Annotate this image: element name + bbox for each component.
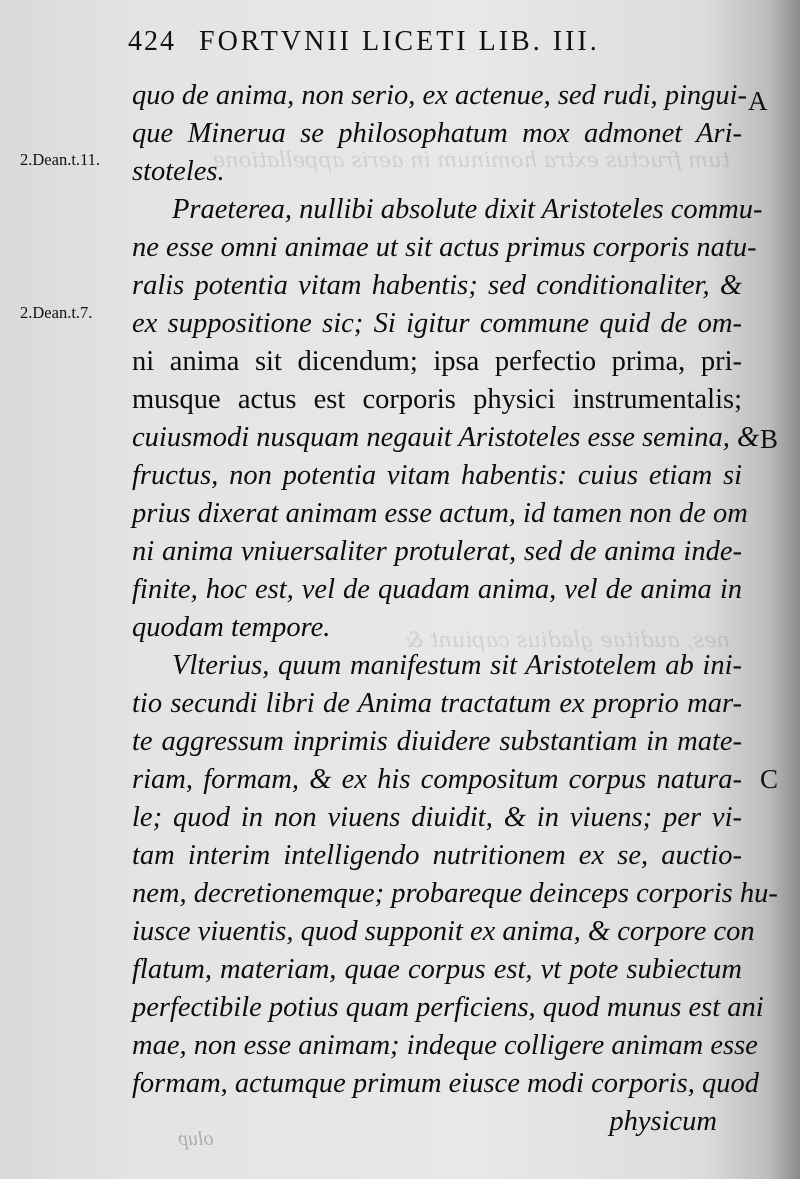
running-title: FORTVNII LICETI LIB. III. — [199, 26, 600, 57]
bleed-through-text: tum fructus extra hominum in aeris appellatione nes, auditae gladius capiunt & — [212, 148, 730, 652]
text-line: mae, non esse animam; indeque colligere animam esse — [132, 1030, 758, 1061]
text-line: tio secundi libri de Anima tractatum ex proprio mar- — [132, 688, 742, 719]
text-line: finite, hoc est, vel de quadam anima, vel de anima in — [132, 574, 742, 605]
bleed-through-footer: olup — [178, 1128, 214, 1150]
text-line: ralis potentia vitam habentis; sed conditionaliter, & — [132, 270, 742, 301]
text-line: ni anima vniuersaliter protulerat, sed de anima inde- — [132, 536, 742, 567]
text-line: quodam tempore. — [132, 612, 331, 643]
section-marker-b: B — [760, 424, 779, 454]
text-line: flatum, materiam, quae corpus est, vt pote subiectum — [132, 954, 742, 985]
running-header — [128, 26, 698, 58]
text-line: ni anima sit dicendum; ipsa perfectio prima, pri- — [132, 346, 742, 377]
section-marker-a: A — [748, 86, 768, 116]
text-line: tam interim intelligendo nutritionem ex se, auctio- — [132, 840, 742, 871]
margin-note: 2.Dean.t.7. — [20, 303, 93, 322]
section-marker-c: C — [760, 764, 779, 794]
text-line: prius dixerat animam esse actum, id tamen non de om — [132, 498, 748, 529]
text-line: musque actus est corporis physici instrumentalis; — [132, 384, 742, 415]
text-line: te aggressum inprimis diuidere substantiam in mate- — [132, 726, 742, 757]
text-line: fructus, non potentia vitam habentis: cuius etiam si — [132, 460, 742, 491]
page-number: 424 — [128, 26, 176, 57]
text-line: cuiusmodi nusquam negauit Aristoteles esse semina, & — [132, 422, 760, 453]
text-line: le; quod in non viuens diuidit, & in viuens; per vi- — [132, 802, 742, 833]
margin-note: 2.Dean.t.11. — [20, 150, 101, 169]
text-line: quo de anima, non serio, ex actenue, sed rudi, pingui- — [132, 80, 748, 111]
text-line: perfectibile potius quam perficiens, quod munus est ani — [132, 992, 764, 1023]
text-line: iusce viuentis, quod supponit ex anima, & corpore con — [132, 916, 755, 947]
text-line: stoteles. — [132, 156, 225, 187]
text-line: riam, formam, & ex his compositum corpus natura- — [132, 764, 742, 795]
text-line: Vlterius, quum manifestum sit Aristotelem ab ini- — [172, 650, 742, 681]
text-line: nem, decretionemque; probareque deinceps corporis hu- — [132, 878, 778, 909]
text-line: formam, actumque primum eiusce modi corporis, quod — [132, 1068, 759, 1099]
text-line: Praeterea, nullibi absolute dixit Aristoteles commu- — [172, 194, 763, 225]
text-line: ex suppositione sic; Si igitur commune quid de om- — [132, 308, 742, 339]
text-line: ne esse omni animae ut sit actus primus corporis natu- — [132, 232, 757, 263]
catchword: physicum — [609, 1106, 717, 1137]
text-line: que Minerua se philosophatum mox admonet Ari- — [132, 118, 742, 149]
